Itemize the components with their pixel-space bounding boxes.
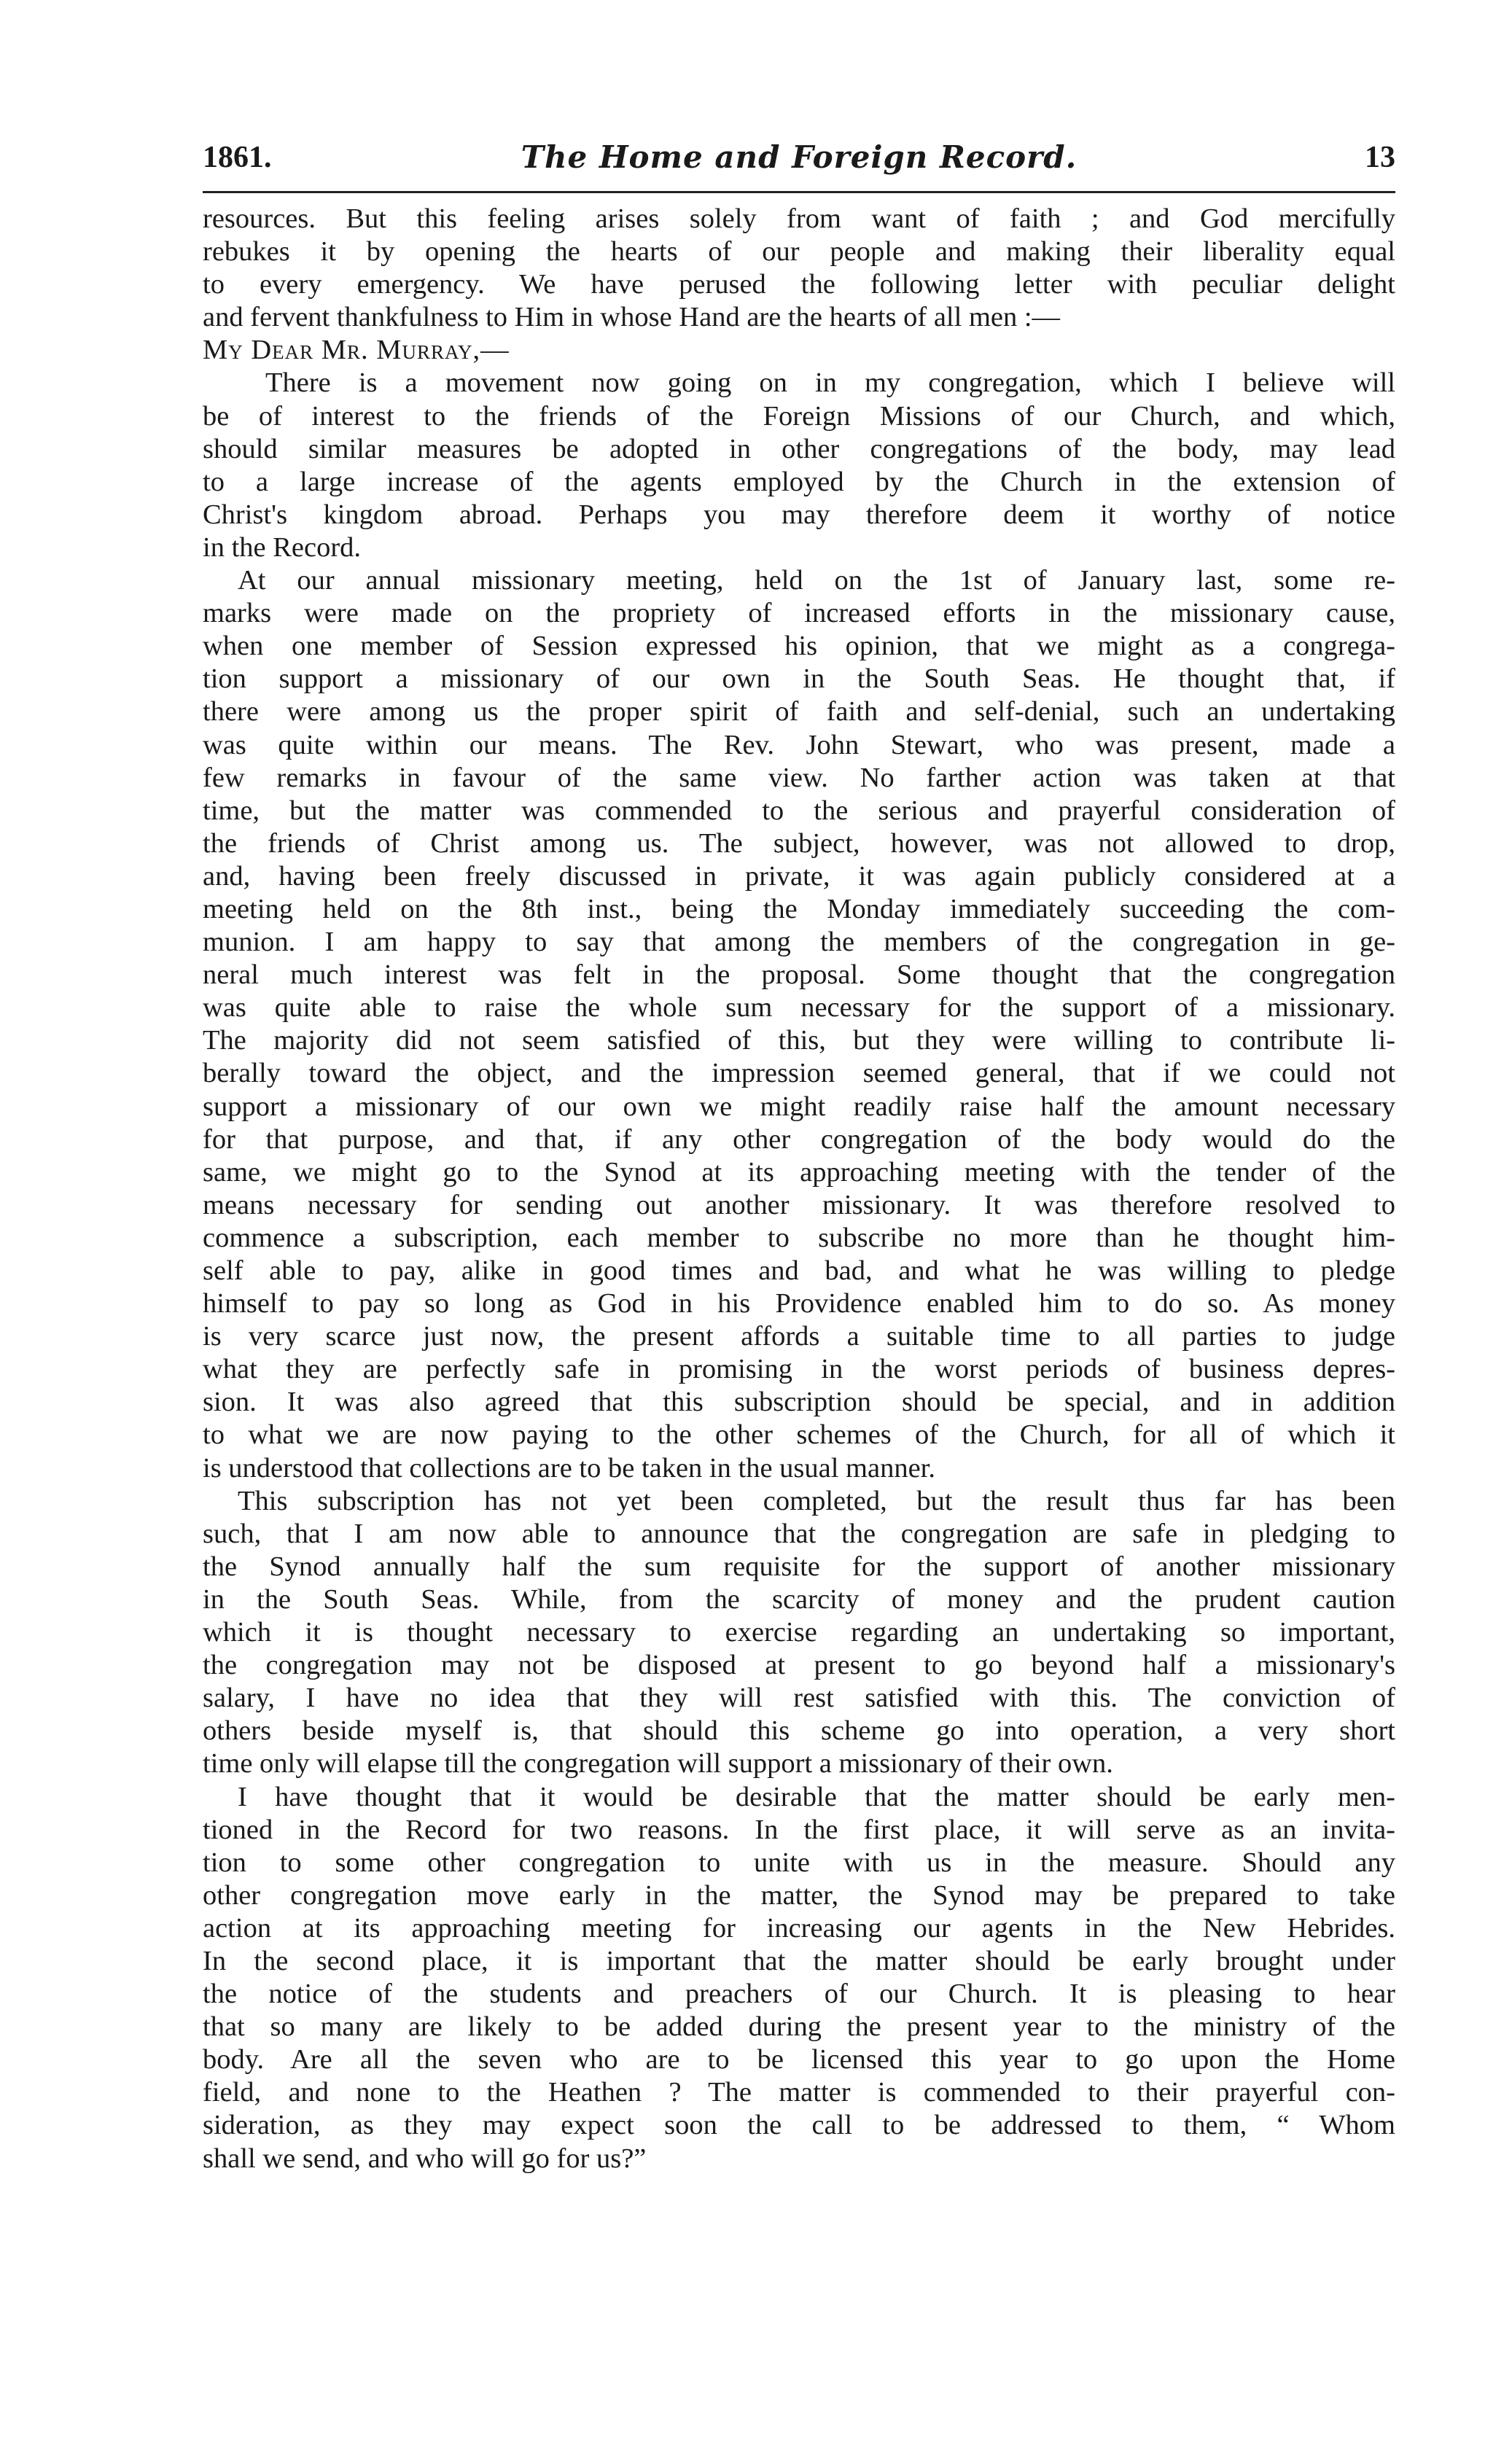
- text-line: when one member of Session expressed his opinion, that we might as a congrega-: [203, 631, 1395, 662]
- text-line: tioned in the Record for two reasons. In the first place, it will serve as an invita-: [203, 1814, 1395, 1845]
- text-line: is understood that collections are to be taken in the usual manner.: [203, 1452, 936, 1484]
- text-line: commence a subscription, each member to subscribe no more than he thought him-: [203, 1222, 1395, 1253]
- text-line: sideration, as they may expect soon the call to be addressed to them, “ Whom: [203, 2110, 1395, 2141]
- text-line: be of interest to the friends of the Foreign Missions of our Church, and which,: [203, 400, 1395, 432]
- article-body: [203, 203, 1395, 2175]
- text-line: the notice of the students and preachers of our Church. It is pleasing to hear: [203, 1979, 1395, 2010]
- text-line: action at its approaching meeting for increasing our agents in the New Hebrides.: [203, 1912, 1395, 1944]
- text-line: time, but the matter was commended to the serious and prayerful consideration of: [203, 795, 1395, 826]
- text-line: was quite within our means. The Rev. John Stewart, who was present, made a: [203, 729, 1395, 760]
- text-line: and fervent thankfulness to Him in whose Hand are the hearts of all men :—: [203, 302, 1061, 333]
- text-line: munion. I am happy to say that among the members of the congregation in ge-: [203, 927, 1395, 958]
- text-line: for that purpose, and that, if any other congregation of the body would do the: [203, 1123, 1395, 1155]
- text-line: in the Record.: [203, 531, 362, 563]
- text-line: salary, I have no idea that they will rest satisfied with this. The conviction of: [203, 1683, 1395, 1714]
- text-line: tion to some other congregation to unite with us in the measure. Should any: [203, 1847, 1395, 1878]
- text-line: the congregation may not be disposed at present to go beyond half a missionary's: [203, 1650, 1395, 1681]
- text-line: resources. But this feeling arises solely from want of faith ; and God mercifully: [203, 203, 1395, 234]
- paragraph-subscription: [203, 1485, 1395, 1781]
- text-line: sion. It was also agreed that this subscription should be special, and in addition: [203, 1387, 1395, 1418]
- text-line: neral much interest was felt in the proposal. Some thought that the congregation: [203, 959, 1395, 991]
- header-year: 1861.: [203, 141, 272, 174]
- running-header: [203, 136, 1395, 179]
- letter-salutation: My Dear Mr. Murray,—: [203, 335, 510, 366]
- paragraph-meeting: [203, 564, 1395, 1485]
- text-line: The majority did not seem satisfied of this, but they were willing to contribute li-: [203, 1025, 1395, 1056]
- text-line: self able to pay, alike in good times and bad, and what he was willing to pledge: [203, 1255, 1395, 1286]
- text-line: that so many are likely to be added during the present year to the ministry of the: [203, 2011, 1395, 2043]
- text-line: berally toward the object, and the impression seemed general, that if we could not: [203, 1058, 1395, 1089]
- text-line: is very scarce just now, the present affords a suitable time to all parties to judge: [203, 1321, 1395, 1352]
- text-line: others beside myself is, that should this scheme go into operation, a very short: [203, 1715, 1395, 1747]
- header-title: The Home and Foreign Record.: [521, 139, 1078, 175]
- text-line: to a large increase of the agents employed by the Church in the extension of: [203, 466, 1395, 497]
- text-line: body. Are all the seven who are to be licensed this year to go upon the Home: [203, 2044, 1395, 2075]
- text-line: tion support a missionary of our own in the South Seas. He thought that, if: [203, 663, 1395, 695]
- text-line: what they are perfectly safe in promising in the worst periods of business depres-: [203, 1354, 1395, 1385]
- text-line: other congregation move early in the matter, the Synod may be prepared to take: [203, 1879, 1395, 1911]
- text-line: This subscription has not yet been completed, but the result thus far has been: [238, 1485, 1395, 1516]
- text-line: there were among us the proper spirit of faith and self-denial, such an undertaking: [203, 696, 1395, 728]
- text-line: the Synod annually half the sum requisite for the support of another missionary: [203, 1551, 1395, 1582]
- text-line: time only will elapse till the congregation will support a missionary of their own.: [203, 1748, 1113, 1780]
- text-line: in the South Seas. While, from the scarcity of money and the prudent caution: [203, 1583, 1395, 1615]
- text-line: Christ's kingdom abroad. Perhaps you may therefore deem it worthy of notice: [203, 499, 1395, 530]
- text-line: There is a movement now going on in my congregation, which I believe will: [265, 367, 1395, 399]
- text-line: meeting held on the 8th inst., being the Monday immediately succeeding the com-: [203, 893, 1395, 924]
- text-line: At our annual missionary meeting, held on the 1st of January last, some re-: [238, 565, 1395, 596]
- text-line: to every emergency. We have perused the following letter with peculiar delight: [203, 269, 1395, 300]
- text-line: to what we are now paying to the other schemes of the Church, for all of which it: [203, 1419, 1395, 1451]
- text-line: same, we might go to the Synod at its approaching meeting with the tender of the: [203, 1156, 1395, 1188]
- text-line: shall we send, and who will go for us?”: [203, 2143, 647, 2174]
- text-line: such, that I am now able to announce that the congregation are safe in pledging to: [203, 1518, 1395, 1549]
- text-line: himself to pay so long as God in his Providence enabled him to do so. As money: [203, 1288, 1395, 1320]
- text-line: few remarks in favour of the same view. No farther action was taken at that: [203, 762, 1395, 793]
- text-line: which it is thought necessary to exercise regarding an undertaking so important,: [203, 1617, 1395, 1648]
- text-line: and, having been freely discussed in private, it was again publicly considered at a: [203, 860, 1395, 892]
- text-line: I have thought that it would be desirable that the matter should be early men-: [238, 1781, 1395, 1812]
- text-line: rebukes it by opening the hearts of our people and making their liberality equal: [203, 236, 1395, 268]
- paragraph-movement: [203, 367, 1395, 564]
- text-line: marks were made on the propriety of increased efforts in the missionary cause,: [203, 598, 1395, 629]
- paragraph-reasons: [203, 1781, 1395, 2175]
- paragraph-intro: [203, 203, 1395, 334]
- text-line: the friends of Christ among us. The subject, however, was not allowed to drop,: [203, 827, 1395, 859]
- text-line: field, and none to the Heathen ? The matter is commended to their prayerful con-: [203, 2077, 1395, 2108]
- page-number: 13: [1365, 141, 1395, 174]
- text-line: In the second place, it is important that the matter should be early brought under: [203, 1945, 1395, 1976]
- text-line: means necessary for sending out another missionary. It was therefore resolved to: [203, 1189, 1395, 1220]
- header-rule: [203, 191, 1395, 193]
- text-line: should similar measures be adopted in other congregations of the body, may lead: [203, 433, 1395, 464]
- text-line: was quite able to raise the whole sum necessary for the support of a missionary.: [203, 992, 1395, 1024]
- text-line: support a missionary of our own we might readily raise half the amount necessary: [203, 1091, 1395, 1122]
